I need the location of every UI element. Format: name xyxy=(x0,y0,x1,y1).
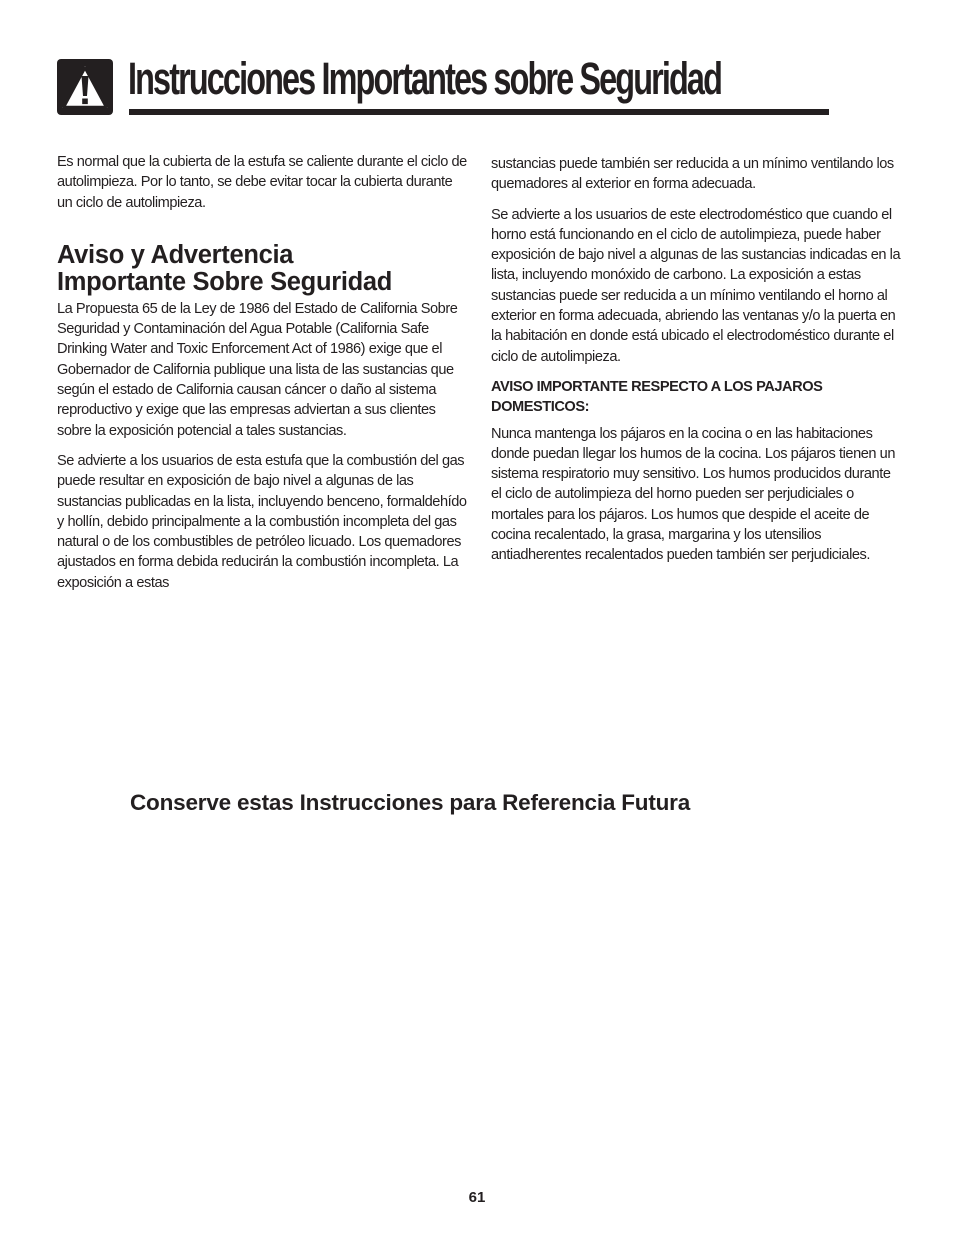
section-heading-line1: Aviso y Advertencia xyxy=(57,240,294,269)
proposition-65-paragraph: La Propuesta 65 de la Ley de 1986 del Estado de California Sobre Seguridad y Contaminación del Agua Potable (California Safe Drinking Water and Toxic Enforcement Act of 1986) exige que el Gobernador de California publique una lista de las sustancias que según el estado de California causan cáncer o daño al sistema reproductivo y exige que las empresas adviertan a sus clientes sobre la exposición potencial a tales sustancias. xyxy=(57,300,458,439)
warning-triangle-icon xyxy=(57,59,113,115)
bird-warning-paragraph: Nunca mantenga los pájaros en la cocina o en las habitaciones donde puedan llegar los humos de la cocina. Los pájaros tienen un sistema respiratorio muy sensitivo. Los humos producidos durante el ciclo de autolimpieza del horno pueden ser perjudiciales o mortales para los pájaros. Los humos que despide el aceite de cocina recalentado, la grasa, margarina y los utensilios antiadherentes recalentados pueden también ser perjudiciales. xyxy=(491,425,896,564)
page-number: 61 xyxy=(468,1189,486,1206)
intro-paragraph: Es normal que la cubierta de la estufa se caliente durante el ciclo de autolimpieza. Por lo tanto, se debe evitar tocar la cubierta durante un ciclo de autolimpieza. xyxy=(57,154,467,211)
bird-warning-heading: AVISO IMPORTANTE RESPECTO A LOS PAJAROS DOMESTICOS: xyxy=(491,378,823,416)
self-clean-exposure-paragraph: Se advierte a los usuarios de este electrodoméstico que cuando el horno está funcionando en el ciclo de autolimpieza, puede haber exposición de bajo nivel a algunas de las sustancias indicadas en la lista, incluyendo monóxido de carbono. La exposición a estas sustancias puede ser reducida a un mínimo ventilando el horno al exterior en forma adecuada, abriendo las ventanas y/o la puerta en la habitación en donde está ubicado el electrodoméstico durante el ciclo de autolimpieza. xyxy=(491,206,901,365)
left-column xyxy=(57,152,467,603)
page-title: Instrucciones Importantes sobre Seguridad xyxy=(128,53,722,104)
gas-combustion-paragraph: Se advierte a los usuarios de esta estufa que la combustión del gas puede resultar en exposición de bajo nivel a algunas de las sustancias publicadas en la lista, incluyendo benceno, formaldehído y hollín, debido principalmente a la combustión incompleta del gas natural o de los combustibles de petróleo licuado. Los quemadores ajustados en forma debida reducirán la combustión incompleta. La exposición a estas xyxy=(57,452,467,591)
page-header xyxy=(57,53,832,117)
warning-triangle-icon-graphic xyxy=(57,59,113,115)
title-underline xyxy=(129,109,829,115)
ventilation-paragraph: sustancias puede también ser reducida a un mínimo ventilando los quemadores al exterior en forma adecuada. xyxy=(491,156,894,193)
section-heading xyxy=(57,242,467,296)
section-heading-line2: Importante Sobre Seguridad xyxy=(57,267,393,296)
closing-statement: Conserve estas Instrucciones para Referencia Futura xyxy=(130,790,691,815)
right-column xyxy=(491,154,901,576)
